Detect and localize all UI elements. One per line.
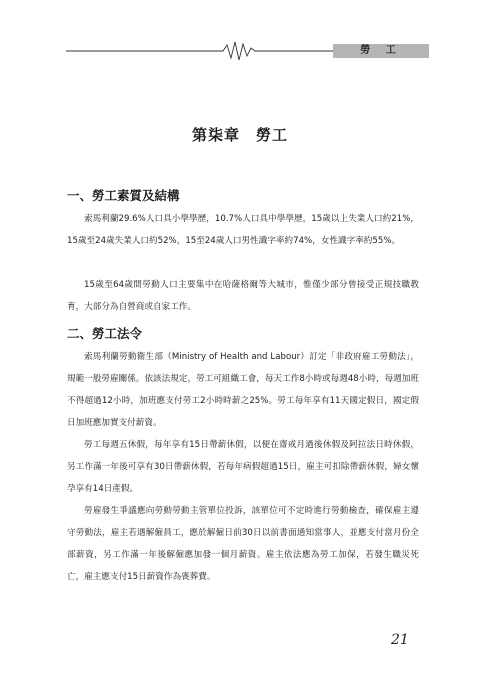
- page-number: 21: [391, 632, 409, 648]
- section-heading: 二、勞工法令: [67, 326, 143, 341]
- section-heading: 一、勞工素質及結構: [67, 188, 180, 203]
- paragraph: 索馬利蘭29.6%人口具小學學歷，10.7%人口具中學學歷，15歲以上失業人口約21%，15歲至24歲失業人口約52%，15至24歲人口男性識字率約74%，女性識字率約55%。: [67, 214, 419, 246]
- header-section-tag: 勞 工: [333, 44, 429, 58]
- paragraph: 勞工每週五休假，每年享有15日帶薪休假，以便在齋戒月過後休假及阿拉法日時休假，另工作滿一年後可享有30日帶薪休假，若每年病假超過15日，雇主可扣除帶薪休假，婦女懷孕享有14日產假。: [67, 440, 419, 494]
- chapter-title: 第柒章 勞工: [191, 126, 288, 144]
- page-header: [0, 0, 480, 70]
- paragraph: 索馬利蘭勞動衛生部（Ministry of Health and Labour）訂定「非政府雇工勞動法」，規範一般勞雇關係。依該法規定，勞工可組織工會，每天工作8小時或每週48小時，每週加班不得超過12小時，加班應支付勞工2小時時薪之25%。勞工每年享有11天國定假日，國定假日加班應加實支付薪資。: [67, 352, 419, 428]
- heartbeat-line-icon: [0, 0, 480, 70]
- paragraph: 勞雇發生爭議應向勞動勞動主管單位投訴，該單位可不定時進行勞動檢查，確保雇主遵守勞動法，雇主若遇解僱員工，應於解僱日前30日以前書面通知當事人，並應支付當月份全部薪資，另工作滿一年後解僱應加發一個月薪資。雇主依法應為勞工加保，若發生職災死亡，雇主應支付15日薪資作為喪葬費。: [67, 506, 419, 582]
- paragraph: 15歲至64歲間勞動人口主要集中在哈薩格爾等大城市，惟僅少部分曾接受正規技職教育，大部分為自營商或自家工作。: [67, 280, 419, 312]
